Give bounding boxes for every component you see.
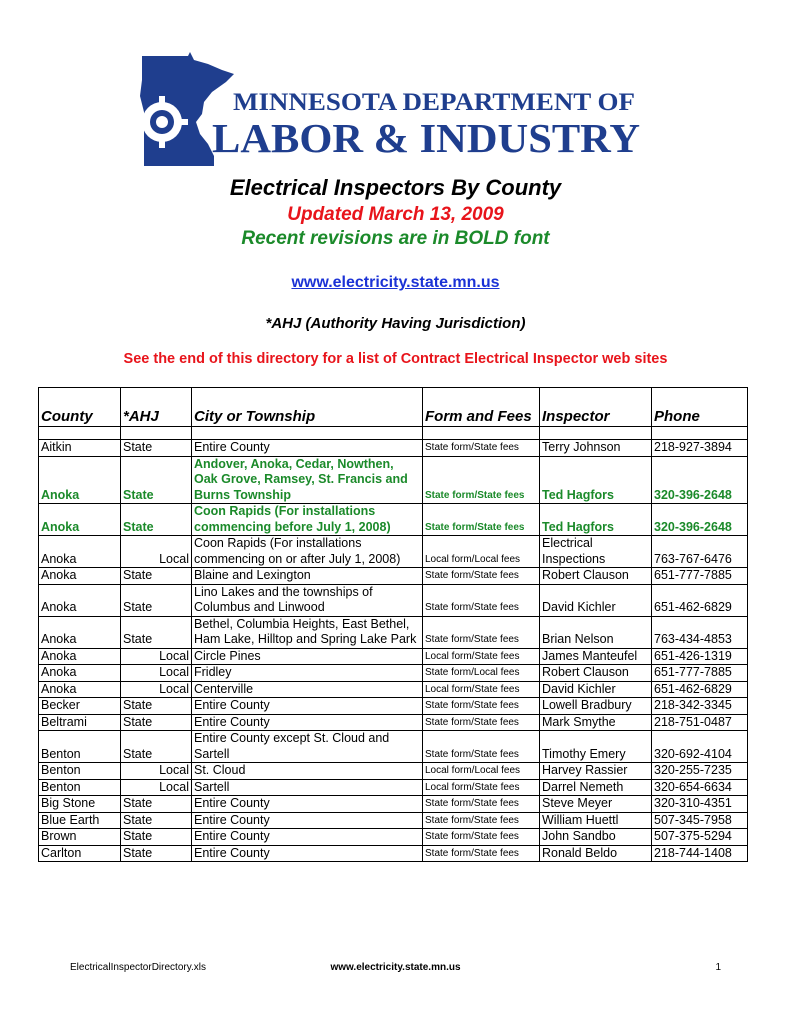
- ahj-cell: State: [121, 440, 192, 457]
- county-cell: Anoka: [39, 536, 121, 568]
- county-cell: Big Stone: [39, 796, 121, 813]
- col-ahj: *AHJ: [121, 388, 192, 427]
- form-fees-cell: State form/State fees: [423, 584, 540, 616]
- county-cell: Anoka: [39, 665, 121, 682]
- county-cell: Anoka: [39, 648, 121, 665]
- form-fees-cell: Local form/State fees: [423, 648, 540, 665]
- phone-cell: 320-255-7235: [652, 763, 748, 780]
- ahj-cell: State: [121, 456, 192, 504]
- city-cell: Entire County: [192, 829, 423, 846]
- city-cell: Andover, Anoka, Cedar, Nowthen, Oak Grove, Ramsey, St. Francis and Burns Township: [192, 456, 423, 504]
- city-cell: Bethel, Columbia Heights, East Bethel, Ham Lake, Hilltop and Spring Lake Park: [192, 616, 423, 648]
- county-cell: Beltrami: [39, 714, 121, 731]
- inspector-cell: Electrical Inspections: [540, 536, 652, 568]
- table-row: [39, 698, 748, 715]
- col-form: Form and Fees: [423, 388, 540, 427]
- county-cell: Carlton: [39, 845, 121, 862]
- table-row: [39, 763, 748, 780]
- phone-cell: 651-777-7885: [652, 568, 748, 585]
- ahj-cell: State: [121, 584, 192, 616]
- county-cell: Anoka: [39, 681, 121, 698]
- footer-filename: ElectricalInspectorDirectory.xls: [70, 962, 206, 973]
- table-row: [39, 731, 748, 763]
- inspector-cell: Ted Hagfors: [540, 456, 652, 504]
- ahj-cell: Local: [121, 665, 192, 682]
- ahj-cell: State: [121, 731, 192, 763]
- page-title: Electrical Inspectors By County: [229, 175, 562, 200]
- footer-page-number: 1: [715, 962, 721, 973]
- inspector-cell: Robert Clauson: [540, 665, 652, 682]
- form-fees-cell: State form/State fees: [423, 456, 540, 504]
- phone-cell: 507-345-7958: [652, 812, 748, 829]
- form-fees-cell: State form/State fees: [423, 440, 540, 457]
- ahj-cell: State: [121, 812, 192, 829]
- phone-cell: 651-426-1319: [652, 648, 748, 665]
- phone-cell: 320-654-6634: [652, 779, 748, 796]
- table-row: [39, 536, 748, 568]
- city-cell: Entire County: [192, 845, 423, 862]
- ahj-cell: Local: [121, 536, 192, 568]
- phone-cell: 218-927-3894: [652, 440, 748, 457]
- mn-dli-logo: [130, 52, 650, 172]
- ahj-cell: State: [121, 616, 192, 648]
- city-cell: Entire County: [192, 796, 423, 813]
- city-cell: Entire County: [192, 440, 423, 457]
- form-fees-cell: State form/Local fees: [423, 665, 540, 682]
- phone-cell: 507-375-5294: [652, 829, 748, 846]
- city-cell: Entire County except St. Cloud and Sartell: [192, 731, 423, 763]
- table-row: [39, 779, 748, 796]
- county-cell: Brown: [39, 829, 121, 846]
- table-row: [39, 440, 748, 457]
- inspector-cell: James Manteufel: [540, 648, 652, 665]
- phone-cell: 320-396-2648: [652, 456, 748, 504]
- revisions-note: Recent revisions are in BOLD font: [241, 228, 550, 249]
- county-cell: Aitkin: [39, 440, 121, 457]
- col-inspector: Inspector: [540, 388, 652, 427]
- ahj-cell: State: [121, 796, 192, 813]
- form-fees-cell: State form/State fees: [423, 568, 540, 585]
- form-fees-cell: Local form/State fees: [423, 681, 540, 698]
- city-cell: Lino Lakes and the townships of Columbus and Linwood: [192, 584, 423, 616]
- form-fees-cell: State form/State fees: [423, 731, 540, 763]
- city-cell: Sartell: [192, 779, 423, 796]
- county-cell: Anoka: [39, 456, 121, 504]
- city-cell: Fridley: [192, 665, 423, 682]
- logo-line1: MINNESOTA DEPARTMENT OF: [233, 89, 635, 116]
- updated-date: Updated March 13, 2009: [287, 204, 504, 225]
- phone-cell: 320-310-4351: [652, 796, 748, 813]
- city-cell: St. Cloud: [192, 763, 423, 780]
- ahj-cell: State: [121, 845, 192, 862]
- form-fees-cell: State form/State fees: [423, 698, 540, 715]
- table-row: [39, 714, 748, 731]
- inspector-cell: David Kichler: [540, 584, 652, 616]
- spacer-row: [39, 427, 748, 440]
- form-fees-cell: State form/State fees: [423, 845, 540, 862]
- inspector-cell: Lowell Bradbury: [540, 698, 652, 715]
- table-row: [39, 829, 748, 846]
- county-cell: Anoka: [39, 504, 121, 536]
- col-city: City or Township: [192, 388, 423, 427]
- city-cell: Entire County: [192, 812, 423, 829]
- logo-line2: LABOR & INDUSTRY: [212, 115, 640, 161]
- city-cell: Centerville: [192, 681, 423, 698]
- form-fees-cell: State form/State fees: [423, 504, 540, 536]
- inspector-cell: Harvey Rassier: [540, 763, 652, 780]
- phone-cell: 651-777-7885: [652, 665, 748, 682]
- inspector-cell: Brian Nelson: [540, 616, 652, 648]
- form-fees-cell: Local form/State fees: [423, 779, 540, 796]
- inspector-cell: Darrel Nemeth: [540, 779, 652, 796]
- inspector-cell: Timothy Emery: [540, 731, 652, 763]
- phone-cell: 320-692-4104: [652, 731, 748, 763]
- county-cell: Becker: [39, 698, 121, 715]
- ahj-definition: *AHJ (Authority Having Jurisdiction): [265, 315, 526, 332]
- contract-note: See the end of this directory for a list of Contract Electrical Inspector web sites: [123, 351, 668, 367]
- inspector-table: [38, 387, 748, 862]
- table-row: [39, 504, 748, 536]
- county-cell: Anoka: [39, 616, 121, 648]
- col-county: County: [39, 388, 121, 427]
- table-row: [39, 681, 748, 698]
- inspector-cell: Steve Meyer: [540, 796, 652, 813]
- form-fees-cell: Local form/Local fees: [423, 536, 540, 568]
- table-row: [39, 665, 748, 682]
- phone-cell: 651-462-6829: [652, 681, 748, 698]
- phone-cell: 320-396-2648: [652, 504, 748, 536]
- city-cell: Coon Rapids (For installations commencing before July 1, 2008): [192, 504, 423, 536]
- county-cell: Blue Earth: [39, 812, 121, 829]
- form-fees-cell: State form/State fees: [423, 714, 540, 731]
- ahj-cell: State: [121, 714, 192, 731]
- city-cell: Entire County: [192, 698, 423, 715]
- city-cell: Circle Pines: [192, 648, 423, 665]
- phone-cell: 763-434-4853: [652, 616, 748, 648]
- inspector-cell: John Sandbo: [540, 829, 652, 846]
- col-phone: Phone: [652, 388, 748, 427]
- phone-cell: 218-751-0487: [652, 714, 748, 731]
- form-fees-cell: State form/State fees: [423, 616, 540, 648]
- table-row: [39, 812, 748, 829]
- table-row: [39, 648, 748, 665]
- phone-cell: 651-462-6829: [652, 584, 748, 616]
- city-cell: Entire County: [192, 714, 423, 731]
- website-link[interactable]: www.electricity.state.mn.us: [291, 274, 500, 291]
- inspector-cell: Terry Johnson: [540, 440, 652, 457]
- ahj-cell: Local: [121, 763, 192, 780]
- phone-cell: 218-342-3345: [652, 698, 748, 715]
- footer-website: www.electricity.state.mn.us: [330, 962, 461, 973]
- county-cell: Benton: [39, 779, 121, 796]
- city-cell: Coon Rapids (For installations commencing on or after July 1, 2008): [192, 536, 423, 568]
- inspector-cell: William Huettl: [540, 812, 652, 829]
- city-cell: Blaine and Lexington: [192, 568, 423, 585]
- county-cell: Anoka: [39, 568, 121, 585]
- ahj-cell: State: [121, 568, 192, 585]
- ahj-cell: State: [121, 504, 192, 536]
- table-row: [39, 584, 748, 616]
- ahj-cell: State: [121, 698, 192, 715]
- county-cell: Benton: [39, 731, 121, 763]
- inspector-cell: David Kichler: [540, 681, 652, 698]
- ahj-cell: Local: [121, 681, 192, 698]
- table-row: [39, 616, 748, 648]
- ahj-cell: State: [121, 829, 192, 846]
- inspector-cell: Robert Clauson: [540, 568, 652, 585]
- table-header-row: [39, 388, 748, 427]
- table-row: [39, 845, 748, 862]
- ahj-cell: Local: [121, 648, 192, 665]
- table-row: [39, 796, 748, 813]
- inspector-cell: Ronald Beldo: [540, 845, 652, 862]
- form-fees-cell: State form/State fees: [423, 829, 540, 846]
- ahj-cell: Local: [121, 779, 192, 796]
- form-fees-cell: Local form/Local fees: [423, 763, 540, 780]
- table-row: [39, 456, 748, 504]
- county-cell: Benton: [39, 763, 121, 780]
- county-cell: Anoka: [39, 584, 121, 616]
- inspector-cell: Ted Hagfors: [540, 504, 652, 536]
- form-fees-cell: State form/State fees: [423, 812, 540, 829]
- inspector-cell: Mark Smythe: [540, 714, 652, 731]
- table-row: [39, 568, 748, 585]
- form-fees-cell: State form/State fees: [423, 796, 540, 813]
- phone-cell: 763-767-6476: [652, 536, 748, 568]
- phone-cell: 218-744-1408: [652, 845, 748, 862]
